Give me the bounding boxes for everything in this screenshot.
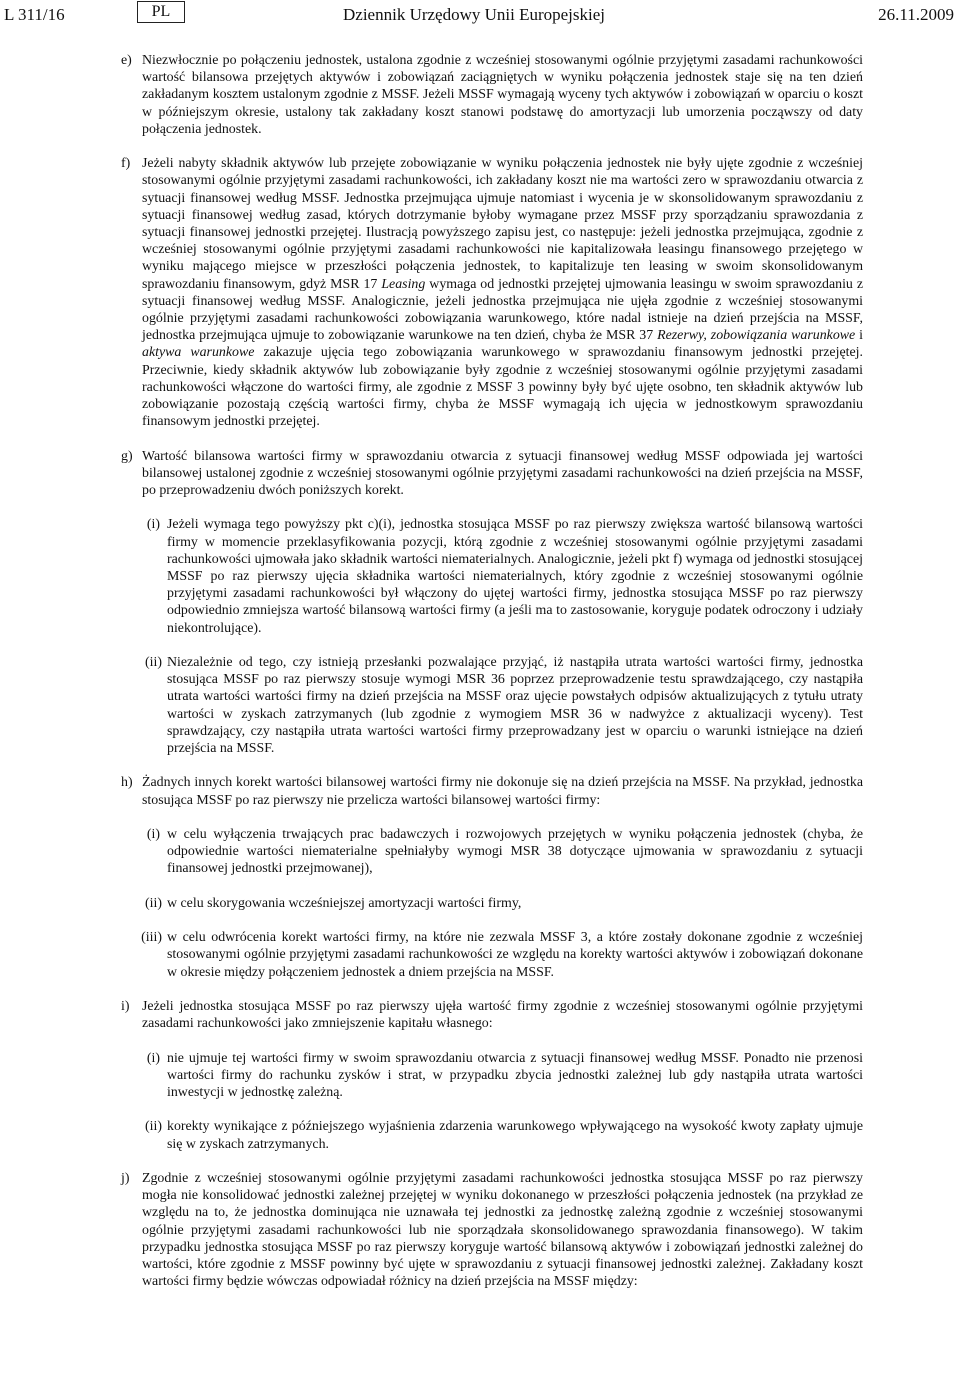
subpoint-text: korekty wynikające z późniejszego wyjaśnienia zdarzenia warunkowego wpływającego na wysokość kwoty zapłaty ujmuje się w zyskach zatrzymanych. <box>167 1119 863 1152</box>
point-label: h) <box>121 775 133 791</box>
text-run: wymaga od jednostki przejętej ujmowania leasingu w swoim sprawozdaniu z sytuacji finansowej według MSSF. Analogicznie, jeżeli jednostka przejmująca nie ujęła zgodnie z wcześniej stosowanymi ogólnie przyjętymi zasadami rachunkowości zobowiązania warunkowego, które nadal istnieje na dzień przejścia na MSSF, jednostka przejmująca ujmuje to zobowiązanie warunkowe na ten dzień, chyba że MSR 37 <box>142 276 863 344</box>
subpoint-label: (ii) <box>145 655 162 671</box>
subpoint-text: Jeżeli wymaga tego powyższy pkt c)(i), jednostka stosująca MSSF po raz pierwszy zwiększa wartość bilansową wartości firmy w momencie przeklasyfikowania pozycji, którą zgodnie z wcześniej stosowanymi ogólnie przyjętymi zasadami rachunkowości ujmowała jako składnik wartości niematerialnych. Analogicznie, jeżeli pkt f) wymaga od jednostki stosującej MSSF po raz pierwszy ujęcia składnika wartości niematerialnych, który zgodnie z wcześniej stosowanymi ogólnie przyjętymi zasadami rachunkowości był włączony do ujętej wartości firmy, jednostka stosująca MSSF po raz pierwszy odpowiednio zmniejsza wartość bilansową wartości firmy (a jeśli ma to zastosowanie, koryguje podatek odroczony i udziały niekontrolujące). <box>167 517 863 636</box>
point-e <box>0 52 960 138</box>
publication-date: 26.11.2009 <box>878 5 954 24</box>
point-f <box>0 155 960 430</box>
point-label: f) <box>121 156 131 172</box>
text-run: i <box>859 328 863 344</box>
subpoint-text: w celu skorygowania wcześniejszej amortyzacji wartości firmy, <box>167 895 522 911</box>
subpoint-text: w celu wyłączenia trwających prac badawczych i rozwojowych przejętych w wyniku połączenia jednostek (chyba, że odpowiednie wartości niematerialne spełniałyby wymogi MSR 38 dotyczące ujmowania w sprawozdaniu z sytuacji finansowej jednostki przejmowanej), <box>167 827 863 877</box>
standard-title: Rezerwy, zobowiązania warunkowe <box>657 328 856 344</box>
subpoint-h-ii <box>0 895 960 912</box>
subpoint-label: (iii) <box>141 930 162 946</box>
point-text: Zgodnie z wcześniej stosowanymi ogólnie przyjętymi zasadami rachunkowości jednostka stosująca MSSF po raz pierwszy mogła nie konsolidować jednostki zależnej przejętej w wyniku dokonanego w przeszłości połączenia jednostek (na przykład ze względu na to, że jednostka dominująca nie uznawała tej jednostki za jednostkę zależną zgodnie z wcześniej stosowanymi ogólnie przyjętymi zasadami rachunkowości lub nie sporządzała skonsolidowanego sprawozdania finansowego). W takim przypadku jednostka stosująca MSSF po raz pierwszy koryguje wartość bilansową aktywów i zobowiązań jednostki zależnej do wartości, które zgodnie z MSSF powinny być ujęte w sprawozdaniu z sytuacji finansowej jednostki zależnej. Zakładany koszt wartości firmy będzie wówczas odpowiadał różnicy na dzień przejścia na MSSF między: <box>142 1171 863 1290</box>
point-text <box>142 155 863 430</box>
point-label: j) <box>121 1171 130 1187</box>
language-box: PL <box>137 1 185 23</box>
subpoint-label: (i) <box>146 1050 160 1066</box>
subpoint-text: w celu odwrócenia korekt wartości firmy, na które nie zezwala MSSF 3, a które zostały dokonane zgodnie z wcześniej stosowanymi ogólnie przyjętymi zasadami rachunkowości ze względu na korekty wartości aktywów i zobowiązań dokonane w okresie między połączeniem jednostek a dniem przejścia na MSSF. <box>167 930 863 980</box>
page-header <box>0 0 960 36</box>
point-text: Żadnych innych korekt wartości bilansowej wartości firmy nie dokonuje się na dzień przejścia na MSSF. Na przykład, jednostka stosująca MSSF po raz pierwszy nie przelicza wartości bilansowej wartości firmy: <box>142 775 863 808</box>
text-run: zakazuje ujęcia tego zobowiązania warunkowego w sprawozdaniu finansowym jednostki przejętej. Przeciwnie, kiedy składnik aktywów lub zobowiązanie były zgodnie z wcześniej stosowanymi ogólnie przyjętymi zasadami rachunkowości włączone do wartości firmy, ale zgodnie z MSSF 3 powinny były być ujęte osobno, ten składnik aktywów lub zobowiązanie pozostają częścią wartości firmy, chyba że MSSF wymagają ich ujęcia w jednostkowym sprawozdaniu finansowym jednostki przejętej. <box>142 345 863 430</box>
subpoint-g-i <box>0 516 960 636</box>
subpoint-text: nie ujmuje tej wartości firmy w swoim sprawozdaniu otwarcia z sytuacji finansowej według MSSF. Ponadto nie przenosi wartości firmy do rachunku zysków i strat, w przypadku zbycia jednostki zależnej lub gdy nastąpiła utrata wartości inwestycji w jednostkę zależną. <box>167 1050 863 1101</box>
subpoint-i-i <box>0 1050 960 1102</box>
point-text: Wartość bilansowa wartości firmy w sprawozdaniu otwarcia z sytuacji finansowej według MSSF odpowiada jej wartości bilansowej ustalonej zgodnie z wcześniej stosowanymi ogólnie przyjętymi zasadami rachunkowości na dzień przejścia na MSSF, po przeprowadzeniu dwóch poniższych korekt. <box>142 448 863 499</box>
subpoint-h-iii <box>0 929 960 981</box>
point-i <box>0 998 960 1032</box>
point-label: i) <box>121 999 130 1015</box>
subpoint-label: (i) <box>146 517 160 533</box>
point-text: Jeżeli jednostka stosująca MSSF po raz pierwszy ujęła wartość firmy zgodnie z wcześniej stosowanymi ogólnie przyjętymi zasadami rachunkowości jako zmniejszenie kapitału własnego: <box>142 999 863 1032</box>
point-j <box>0 1170 960 1290</box>
subpoint-label: (ii) <box>145 1119 162 1135</box>
standard-title: Leasing <box>381 276 426 292</box>
subpoint-h-i <box>0 826 960 878</box>
page-reference: L 311/16 <box>4 5 65 24</box>
point-text: Niezwłocznie po połączeniu jednostek, ustalona zgodnie z wcześniej stosowanymi ogólnie przyjętymi zasadami rachunkowości wartość bilansowa przejętych aktywów i zobowiązań zaciągniętych w wyniku połączenia jednostek staje się na ten dzień zakładanym kosztem ustalonym zgodnie z MSSF. Jeżeli MSSF wymagają wyceny tych aktywów i zobowiązań w oparciu o koszt w późniejszym okresie, ustalony tak zakładany koszt stanowi podstawę do amortyzacji lub umorzenia począwszy od daty połączenia jednostek. <box>142 53 863 137</box>
subpoint-i-ii <box>0 1118 960 1152</box>
subpoint-g-ii <box>0 654 960 757</box>
journal-title: Dziennik Urzędowy Unii Europejskiej <box>343 5 606 24</box>
subpoint-text: Niezależnie od tego, czy istnieją przesłanki pozwalające przyjąć, iż nastąpiła utrata wartości wartości firmy, jednostka stosująca MSSF po raz pierwszy stosuje wymogi MSR 36 poprzez przeprowadzenie testu sprawdzającego, czy nastąpiła utrata wartości wartości firmy na dzień przejścia na MSSF oraz ujęcie powstałych odpisów aktualizujących z tytułu utraty wartości w zyskach zatrzymanych (lub zgodnie z wymogiem MSR 36 w nadwyżce z aktualizacji wyceny). Test sprawdzający, czy nastąpiła utrata wartości wartości firmy przeprowadzany jest w oparciu o warunki istniejące na dzień przejścia na MSSF. <box>167 655 863 757</box>
point-label: g) <box>121 448 133 464</box>
subpoint-label: (ii) <box>145 895 162 911</box>
point-h <box>0 774 960 808</box>
standard-title: aktywa warunkowe <box>142 345 255 361</box>
point-label: e) <box>121 53 132 68</box>
point-g <box>0 448 960 500</box>
text-run: Jeżeli nabyty składnik aktywów lub przejęte zobowiązanie w wyniku połączenia jednostek nie były ujęte zgodnie z wcześniej stosowanymi ogólnie przyjętymi zasadami rachunkowości, ich zakładany koszt nie ma wartości zero w sprawozdaniu otwarcia z sytuacji finansowej według MSSF. Jednostka przejmująca ujmuje natomiast i wycenia je w skonsolidowanym sprawozdaniu z sytuacji finansowej według zasad, których dotrzymanie byłoby wymagane przez MSSF przy sporządzaniu sprawozdania z sytuacji finansowej jednostki przejętej. Ilustracją powyższego zapisu jest, co następuje: jeżeli jednostka przejmująca, zgodnie z wcześniej stosowanymi ogólnie przyjętymi zasadami rachunkowości nie kapitalizowała leasingu finansowego przejętego w wyniku mającego miejsce w przeszłości połączenia jednostek, to kapitalizuje ten leasing w swoim skonsolidowanym sprawozdaniu finansowym, gdyż MSR 17 <box>142 156 863 292</box>
document-body <box>0 52 960 1308</box>
subpoint-label: (i) <box>146 827 160 843</box>
